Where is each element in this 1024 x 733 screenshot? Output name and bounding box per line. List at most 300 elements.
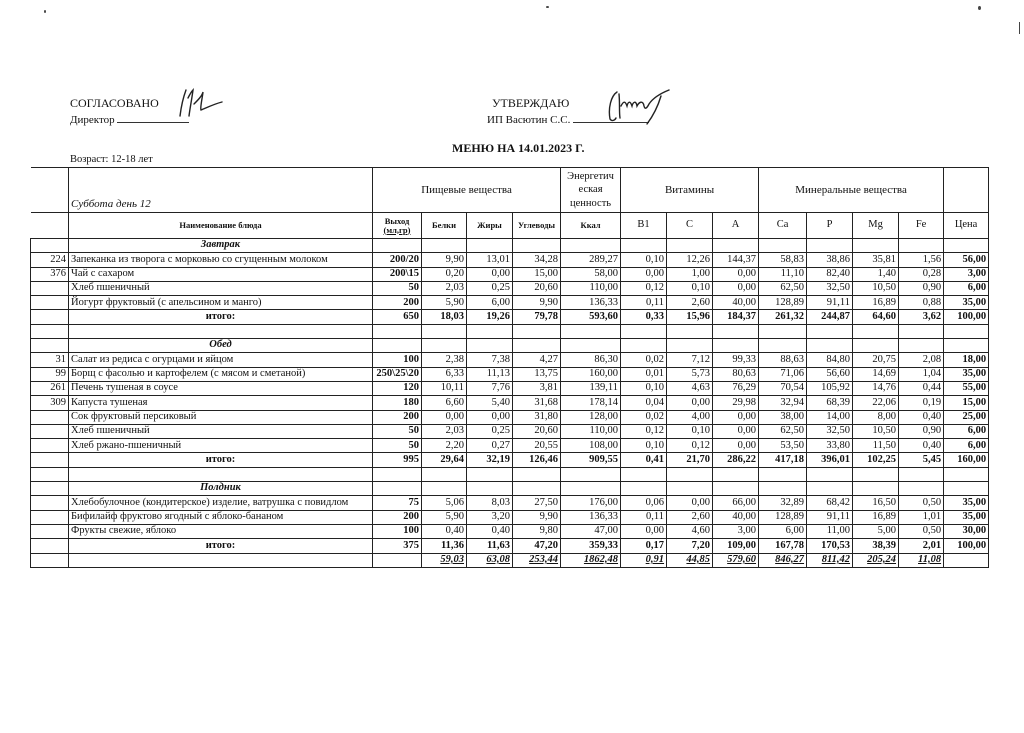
empty-cell [667,239,713,253]
recipe-number [31,510,69,524]
dish-price: 35,00 [944,367,989,381]
dish-ca: 6,00 [759,524,807,538]
dish-yield: 120 [373,381,422,395]
dish-c: 5,73 [667,367,713,381]
dish-mg: 16,50 [853,496,899,510]
empty-cell [422,482,467,496]
col-header-p: P [807,213,853,239]
empty-cell [373,239,422,253]
dish-p: 84,80 [807,353,853,367]
dish-kcal: 176,00 [561,496,621,510]
grand-total-row [31,553,989,567]
dish-b1: 0,06 [621,496,667,510]
dish-p: 32,50 [807,424,853,438]
dish-a: 0,00 [713,281,759,295]
empty-cell [853,467,899,481]
empty-cell [31,467,69,481]
total-protein: 18,03 [422,310,467,324]
grand-total-fat: 63,08 [467,553,513,567]
dish-fe: 1,04 [899,367,944,381]
dish-carbs: 31,80 [513,410,561,424]
dish-fe: 0,88 [899,296,944,310]
dish-carbs: 27,50 [513,496,561,510]
dish-protein: 5,90 [422,296,467,310]
col-header-carbs: Углеводы [513,213,561,239]
dish-yield: 100 [373,524,422,538]
empty-cell [853,339,899,353]
dish-price: 25,00 [944,410,989,424]
total-ca: 167,78 [759,539,807,553]
total-mg: 38,39 [853,539,899,553]
total-ca: 417,18 [759,453,807,467]
dish-kcal: 110,00 [561,424,621,438]
scan-speck [978,6,981,10]
yield-header-line: Выход [384,216,410,226]
dish-mg: 16,89 [853,296,899,310]
total-p: 170,53 [807,539,853,553]
col-header-b1: B1 [621,213,667,239]
dish-kcal: 178,14 [561,396,621,410]
total-label: итого: [69,453,373,467]
dish-b1: 0,10 [621,253,667,267]
dish-protein: 2,03 [422,281,467,295]
dish-fat: 13,01 [467,253,513,267]
dish-fat: 0,40 [467,524,513,538]
dish-c: 0,00 [667,496,713,510]
empty-cell [944,482,989,496]
dish-carbs: 20,60 [513,424,561,438]
dish-c: 2,60 [667,296,713,310]
dish-b1: 0,11 [621,510,667,524]
dish-price: 55,00 [944,381,989,395]
dish-protein: 0,00 [422,410,467,424]
total-a: 109,00 [713,539,759,553]
dish-kcal: 108,00 [561,439,621,453]
dish-c: 7,12 [667,353,713,367]
total-yield: 650 [373,310,422,324]
total-kcal: 593,60 [561,310,621,324]
recipe-number [31,439,69,453]
dish-carbs: 3,81 [513,381,561,395]
approved-label: УТВЕРЖДАЮ [492,96,570,110]
empty-cell [467,239,513,253]
dish-carbs: 20,55 [513,439,561,453]
energy-line: Энергетич [567,171,614,183]
dish-carbs: 9,90 [513,296,561,310]
empty-cell [807,482,853,496]
empty-cell [713,324,759,338]
dish-yield: 50 [373,439,422,453]
dish-p: 14,00 [807,410,853,424]
dish-p: 91,11 [807,296,853,310]
total-ca: 261,32 [759,310,807,324]
total-fat: 19,26 [467,310,513,324]
dish-fat: 3,20 [467,510,513,524]
yield-header-line: (мл,гр) [383,224,411,235]
dish-name: Печень тушеная в соусе [69,381,373,395]
empty-cell [667,467,713,481]
section-title-row [31,239,989,253]
empty-cell [621,324,667,338]
dish-fe: 0,90 [899,281,944,295]
total-a: 286,22 [713,453,759,467]
dish-mg: 5,00 [853,524,899,538]
agreed-role: Директор [70,114,115,126]
dish-yield: 200 [373,296,422,310]
dish-yield: 75 [373,496,422,510]
grand-total-price [944,553,989,567]
header-num-cell [31,213,69,239]
recipe-number [31,496,69,510]
recipe-num-cell [31,453,69,467]
dish-fat: 0,00 [467,267,513,281]
header-row-columns [31,213,989,239]
empty-cell [513,324,561,338]
dish-protein: 2,38 [422,353,467,367]
dish-row [31,396,989,410]
empty-cell [899,239,944,253]
header-row-groups [31,168,989,213]
empty-cell [667,339,713,353]
total-protein: 29,64 [422,453,467,467]
dish-name: Хлеб пшеничный [69,281,373,295]
dish-p: 32,50 [807,281,853,295]
empty-cell [373,339,422,353]
grand-total-label-cell [69,553,373,567]
dish-a: 0,00 [713,424,759,438]
dish-a: 76,29 [713,381,759,395]
dish-b1: 0,00 [621,267,667,281]
recipe-number [31,410,69,424]
section-total-row [31,310,989,324]
dish-a: 29,98 [713,396,759,410]
empty-cell [513,467,561,481]
dish-p: 68,39 [807,396,853,410]
empty-cell [944,339,989,353]
empty-cell [467,339,513,353]
dish-protein: 0,20 [422,267,467,281]
recipe-number: 309 [31,396,69,410]
empty-cell [853,482,899,496]
dish-protein: 2,20 [422,439,467,453]
energy-line: еская [578,184,603,196]
dish-a: 99,33 [713,353,759,367]
spacer-row [31,324,989,338]
empty-cell [713,482,759,496]
dish-fe: 0,50 [899,496,944,510]
dish-c: 4,00 [667,410,713,424]
dish-kcal: 136,33 [561,296,621,310]
empty-cell [807,239,853,253]
dish-b1: 0,02 [621,353,667,367]
dish-fe: 1,01 [899,510,944,524]
dish-ca: 70,54 [759,381,807,395]
dish-name: Хлеб пшеничный [69,424,373,438]
total-mg: 102,25 [853,453,899,467]
dish-fat: 11,13 [467,367,513,381]
empty-cell [759,482,807,496]
empty-cell [759,324,807,338]
header-num-cell [31,168,69,213]
total-kcal: 909,55 [561,453,621,467]
section-title-row [31,339,989,353]
dish-row [31,424,989,438]
dish-c: 0,12 [667,439,713,453]
dish-p: 11,00 [807,524,853,538]
dish-kcal: 139,11 [561,381,621,395]
dish-ca: 71,06 [759,367,807,381]
empty-cell [807,339,853,353]
col-header-ca: Ca [759,213,807,239]
dish-yield: 250\25\20 [373,367,422,381]
dish-ca: 38,00 [759,410,807,424]
total-label: итого: [69,310,373,324]
dish-a: 0,00 [713,267,759,281]
dish-price: 15,00 [944,396,989,410]
dish-protein: 6,60 [422,396,467,410]
dish-fat: 7,38 [467,353,513,367]
empty-cell [561,239,621,253]
empty-cell [422,239,467,253]
dish-fat: 5,40 [467,396,513,410]
dish-ca: 62,50 [759,424,807,438]
page-title: МЕНЮ НА 14.01.2023 Г. [452,141,585,155]
group-header-vitamins: Витамины [621,168,759,213]
empty-cell [667,482,713,496]
empty-cell [561,482,621,496]
dish-fe: 0,19 [899,396,944,410]
col-header-price: Цена [944,213,989,239]
dish-fat: 0,25 [467,424,513,438]
dish-mg: 22,06 [853,396,899,410]
dish-fe: 0,40 [899,439,944,453]
recipe-number [31,296,69,310]
dish-price: 35,00 [944,496,989,510]
recipe-number: 31 [31,353,69,367]
dish-carbs: 31,68 [513,396,561,410]
dish-b1: 0,00 [621,524,667,538]
empty-cell [899,324,944,338]
empty-cell [621,467,667,481]
section-total-row [31,453,989,467]
dish-protein: 10,11 [422,381,467,395]
empty-cell [899,482,944,496]
dish-protein: 6,33 [422,367,467,381]
total-b1: 0,17 [621,539,667,553]
empty-cell [561,467,621,481]
recipe-number [31,524,69,538]
dish-ca: 128,89 [759,296,807,310]
total-price: 100,00 [944,539,989,553]
dish-carbs: 20,60 [513,281,561,295]
dish-price: 6,00 [944,424,989,438]
empty-cell [373,324,422,338]
energy-line: ценность [570,197,612,209]
empty-cell [759,467,807,481]
section-title: Завтрак [69,239,373,253]
dish-carbs: 4,27 [513,353,561,367]
empty-cell [31,324,69,338]
empty-cell [69,324,373,338]
empty-cell [759,239,807,253]
total-p: 244,87 [807,310,853,324]
agreed-label: СОГЛАСОВАНО [70,96,159,110]
approved-role: ИП Васютин С.С. [487,114,571,126]
empty-cell [422,324,467,338]
dish-mg: 35,81 [853,253,899,267]
empty-cell [467,467,513,481]
dish-b1: 0,12 [621,424,667,438]
total-c: 7,20 [667,539,713,553]
section-title-row [31,482,989,496]
dish-c: 2,60 [667,510,713,524]
dish-name: Чай с сахаром [69,267,373,281]
empty-cell [713,467,759,481]
scan-speck [1019,22,1020,34]
dish-a: 40,00 [713,510,759,524]
total-price: 160,00 [944,453,989,467]
dish-c: 4,63 [667,381,713,395]
recipe-num-cell [31,553,69,567]
grand-total-c: 44,85 [667,553,713,567]
recipe-number: 261 [31,381,69,395]
total-c: 15,96 [667,310,713,324]
dish-name: Сок фруктовый персиковый [69,410,373,424]
section-title: Обед [69,339,373,353]
total-protein: 11,36 [422,539,467,553]
dish-mg: 20,75 [853,353,899,367]
dish-a: 66,00 [713,496,759,510]
dish-kcal: 86,30 [561,353,621,367]
col-header-yield [373,213,422,239]
total-label: итого: [69,539,373,553]
total-c: 21,70 [667,453,713,467]
dish-ca: 53,50 [759,439,807,453]
dish-ca: 128,89 [759,510,807,524]
group-header-energy [561,168,621,213]
recipe-number: 376 [31,267,69,281]
dish-fe: 1,56 [899,253,944,267]
empty-cell [69,467,373,481]
total-fe: 2,01 [899,539,944,553]
group-header-minerals: Минеральные вещества [759,168,944,213]
dish-p: 33,80 [807,439,853,453]
section-title: Полдник [69,482,373,496]
dish-p: 91,11 [807,510,853,524]
dish-c: 12,26 [667,253,713,267]
dish-kcal: 110,00 [561,281,621,295]
dish-row [31,353,989,367]
dish-name: Хлеб ржано-пшеничный [69,439,373,453]
empty-cell [853,239,899,253]
recipe-num-cell [31,239,69,253]
dish-fat: 0,25 [467,281,513,295]
dish-row [31,281,989,295]
recipe-number [31,281,69,295]
grand-total-carbs: 253,44 [513,553,561,567]
dish-fe: 0,28 [899,267,944,281]
dish-ca: 11,10 [759,267,807,281]
dish-c: 1,00 [667,267,713,281]
empty-cell [899,467,944,481]
recipe-number: 224 [31,253,69,267]
dish-ca: 32,89 [759,496,807,510]
empty-cell [373,467,422,481]
dish-row [31,367,989,381]
recipe-number: 99 [31,367,69,381]
total-yield: 995 [373,453,422,467]
dish-row [31,510,989,524]
col-header-name: Наименование блюда [69,213,373,239]
dish-mg: 11,50 [853,439,899,453]
dish-carbs: 15,00 [513,267,561,281]
dish-b1: 0,04 [621,396,667,410]
menu-table [30,167,989,568]
empty-cell [853,324,899,338]
dish-row [31,496,989,510]
col-header-kcal: Ккал [561,213,621,239]
dish-carbs: 34,28 [513,253,561,267]
col-header-protein: Белки [422,213,467,239]
dish-c: 0,10 [667,424,713,438]
dish-a: 80,63 [713,367,759,381]
empty-cell [807,324,853,338]
dish-p: 68,42 [807,496,853,510]
dish-c: 0,00 [667,396,713,410]
grand-total-fe: 11,08 [899,553,944,567]
dish-fat: 7,76 [467,381,513,395]
col-header-fe: Fe [899,213,944,239]
dish-yield: 200\15 [373,267,422,281]
director-signature [176,86,226,120]
dish-p: 38,86 [807,253,853,267]
dish-protein: 0,40 [422,524,467,538]
dish-row [31,253,989,267]
dish-ca: 58,83 [759,253,807,267]
dish-name: Фрукты свежие, яблоко [69,524,373,538]
grand-total-yield [373,553,422,567]
dish-fe: 0,90 [899,424,944,438]
dish-price: 6,00 [944,281,989,295]
dish-row [31,439,989,453]
dish-price: 3,00 [944,267,989,281]
total-b1: 0,41 [621,453,667,467]
dish-yield: 200 [373,410,422,424]
empty-cell [561,339,621,353]
dish-row [31,267,989,281]
dish-fe: 0,50 [899,524,944,538]
dish-yield: 180 [373,396,422,410]
dish-p: 56,60 [807,367,853,381]
recipe-number [31,424,69,438]
dish-kcal: 128,00 [561,410,621,424]
grand-total-protein: 59,03 [422,553,467,567]
grand-total-ca: 846,27 [759,553,807,567]
col-header-mg: Mg [853,213,899,239]
dish-yield: 200 [373,510,422,524]
dish-b1: 0,02 [621,410,667,424]
dish-mg: 10,50 [853,424,899,438]
total-carbs: 126,46 [513,453,561,467]
dish-kcal: 58,00 [561,267,621,281]
agreed-role-line [70,112,189,126]
dish-ca: 88,63 [759,353,807,367]
dish-mg: 16,89 [853,510,899,524]
empty-cell [944,239,989,253]
total-p: 396,01 [807,453,853,467]
total-yield: 375 [373,539,422,553]
dish-a: 3,00 [713,524,759,538]
